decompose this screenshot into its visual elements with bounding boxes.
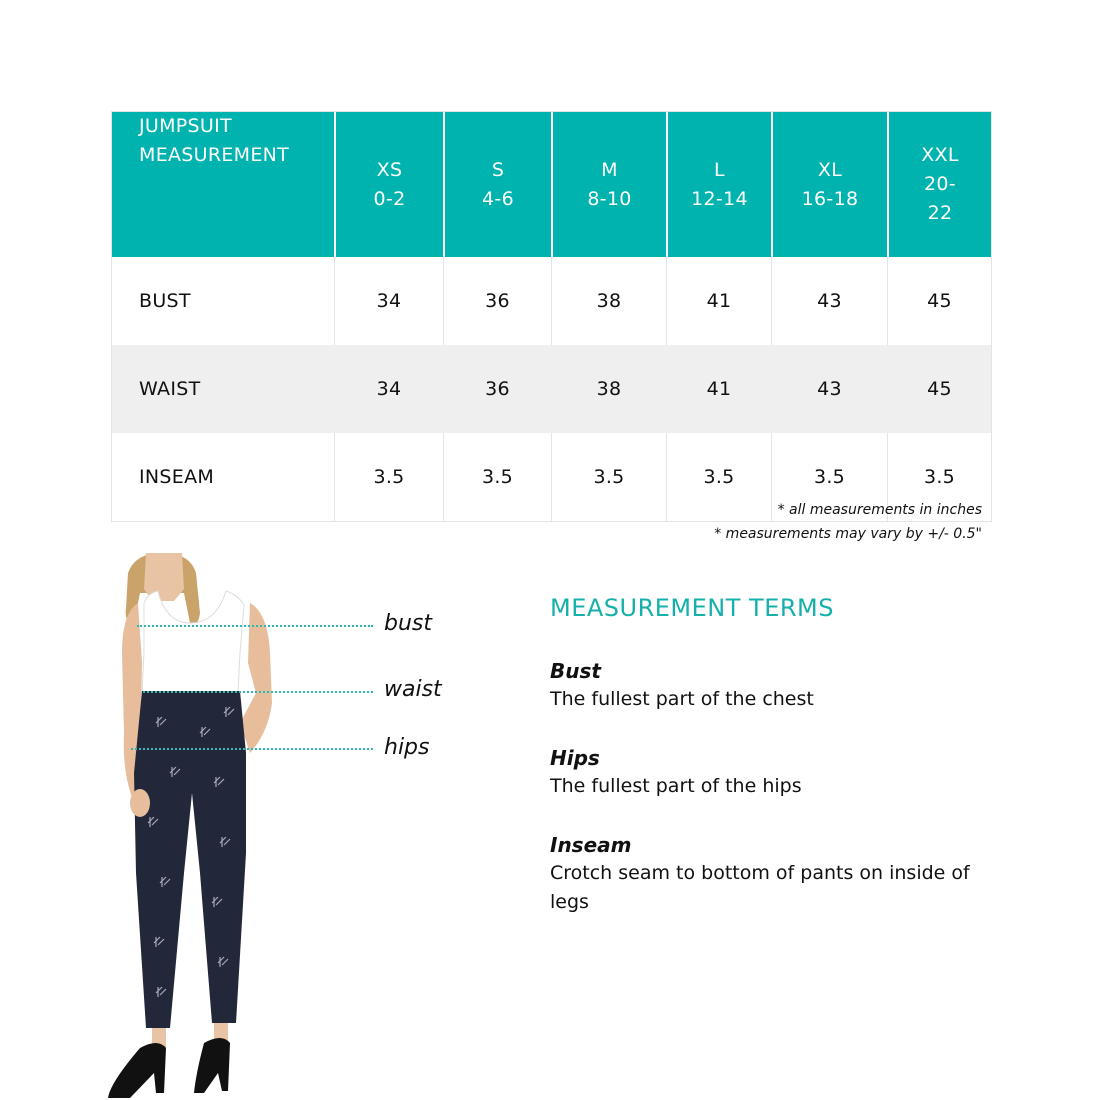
header-cell-s: S 4-6 xyxy=(443,112,551,257)
row-label: INSEAM xyxy=(139,466,215,488)
table-cell: 3.5 xyxy=(334,433,443,521)
table-cell: 3.5 xyxy=(666,433,771,521)
table-cell: 34 xyxy=(334,257,443,345)
header-cell-measurement: JUMPSUIT MEASUREMENT xyxy=(139,115,290,166)
model-figure-image xyxy=(100,553,295,1100)
table-cell: 3.5 xyxy=(551,433,666,521)
term-name: Hips xyxy=(550,746,600,770)
variance-note: * measurements may vary by +/- 0.5" xyxy=(714,526,982,542)
table-cell: 43 xyxy=(771,257,887,345)
header-cell-m: M 8-10 xyxy=(551,112,666,257)
hips-guide-line xyxy=(131,748,373,750)
table-cell: 3.5 xyxy=(771,433,887,521)
bust-guide-line xyxy=(137,625,373,627)
table-row-bust xyxy=(112,257,991,345)
table-cell: 43 xyxy=(771,345,887,433)
header-cell-xs: XS 0-2 xyxy=(334,112,443,257)
header-cell-l: L 12-14 xyxy=(666,112,771,257)
term-hips xyxy=(550,744,990,801)
header-cell-xxl: XXL 20- 22 xyxy=(887,112,991,257)
table-cell: 34 xyxy=(334,345,443,433)
table-cell: 45 xyxy=(887,257,991,345)
table-cell: 38 xyxy=(551,345,666,433)
table-cell: 45 xyxy=(887,345,991,433)
table-cell: 3.5 xyxy=(887,433,991,521)
table-cell: 36 xyxy=(443,257,551,345)
term-definition: Crotch seam to bottom of pants on inside of legs xyxy=(550,862,970,913)
table-cell: 38 xyxy=(551,257,666,345)
term-name: Inseam xyxy=(550,833,632,857)
units-note: * all measurements in inches xyxy=(777,502,982,518)
waist-guide-label: waist xyxy=(384,677,442,702)
term-bust xyxy=(550,657,990,714)
table-cell: 41 xyxy=(666,345,771,433)
hips-guide-label: hips xyxy=(384,735,430,760)
term-name: Bust xyxy=(550,659,601,683)
row-label: WAIST xyxy=(139,378,201,400)
table-header-row xyxy=(112,112,991,257)
measurement-terms-title: MEASUREMENT TERMS xyxy=(550,594,834,622)
table-cell: 3.5 xyxy=(443,433,551,521)
term-definition: The fullest part of the hips xyxy=(550,775,802,797)
term-inseam xyxy=(550,831,990,917)
row-label: BUST xyxy=(139,290,191,312)
table-cell: 41 xyxy=(666,257,771,345)
bust-guide-label: bust xyxy=(384,611,432,636)
table-cell: 36 xyxy=(443,345,551,433)
size-chart-table xyxy=(111,111,992,522)
header-cell-xl: XL 16-18 xyxy=(771,112,887,257)
waist-guide-line xyxy=(143,691,373,693)
table-row-waist xyxy=(112,345,991,433)
term-definition: The fullest part of the chest xyxy=(550,688,814,710)
